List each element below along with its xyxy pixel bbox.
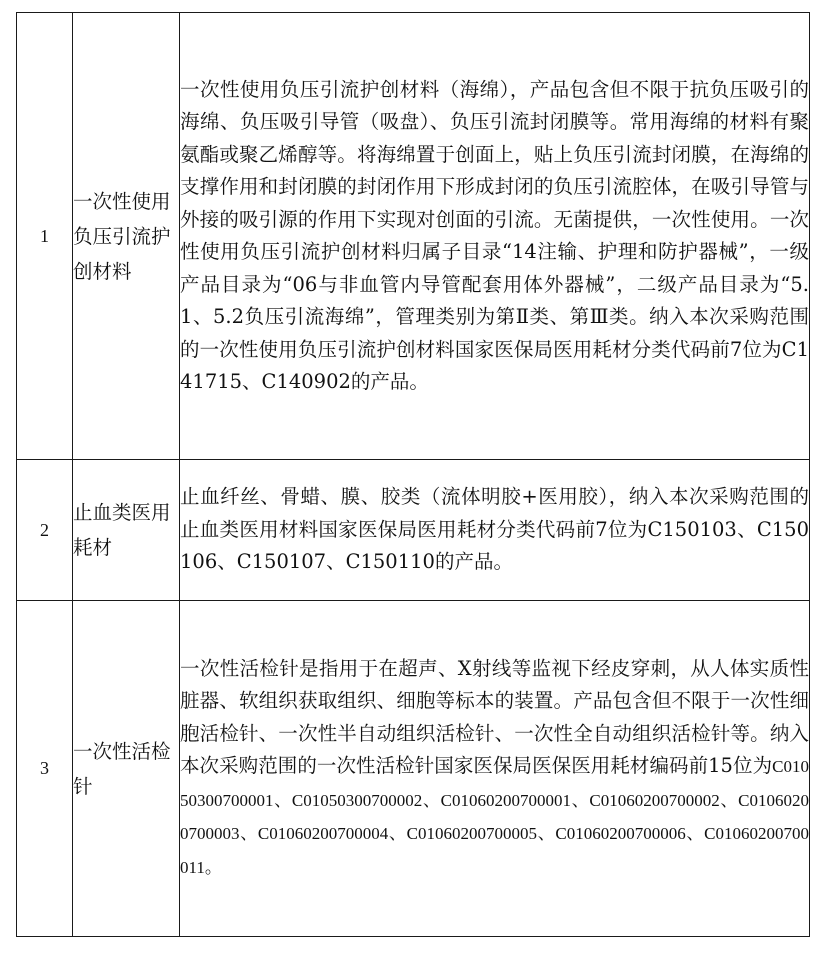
row-number: 3 [17,601,73,937]
product-name: 一次性使用负压引流护创材料 [73,13,180,460]
table-row [17,13,810,460]
product-name: 一次性活检针 [73,601,180,937]
product-code-list: C01050300700001、C01050300700002、C01060200700001、C01060200700002、C01060200700003、C01060200700004、C01060200700005、C01060200700006、C01060200700011。 [180,757,809,877]
table-row [17,460,810,601]
product-name: 止血类医用耗材 [73,460,180,601]
document-page [16,12,810,937]
procurement-scope-table [16,12,810,937]
product-description: 一次性活检针是指用于在超声、X射线等监视下经皮穿刺，从人体实质性脏器、软组织获取组织、细胞等标本的装置。产品包含但不限于一次性细胞活检针、一次性半自动组织活检针、一次性全自动组织活检针等。纳入本次采购范围的一次性活检针国家医保局医保医用耗材编码前15位为 [180,656,809,778]
product-description-cell [180,601,810,937]
product-description: 一次性使用负压引流护创材料（海绵），产品包含但不限于抗负压吸引的海绵、负压吸引导管（吸盘）、负压引流封闭膜等。常用海绵的材料有聚氨酯或聚乙烯醇等。将海绵置于创面上，贴上负压引流封闭膜，在海绵的支撑作用和封闭膜的封闭作用下形成封闭的负压引流腔体，在吸引导管与外接的吸引源的作用下实现对创面的引流。无菌提供，一次性使用。一次性使用负压引流护创材料归属子目录“14注输、护理和防护器械”，一级产品目录为“06与非血管内导管配套用体外器械”，二级产品目录为“5.1、5.2负压引流海绵”，管理类别为第Ⅱ类、第Ⅲ类。纳入本次采购范围的一次性使用负压引流护创材料国家医保局医用耗材分类代码前7位为C141715、C140902的产品。 [180,13,810,460]
row-number: 1 [17,13,73,460]
table-row [17,601,810,937]
row-number: 2 [17,460,73,601]
product-description: 止血纤丝、骨蜡、膜、胶类（流体明胶+医用胶），纳入本次采购范围的止血类医用材料国家医保局医用耗材分类代码前7位为C150103、C150106、C150107、C150110的产品。 [180,460,810,601]
